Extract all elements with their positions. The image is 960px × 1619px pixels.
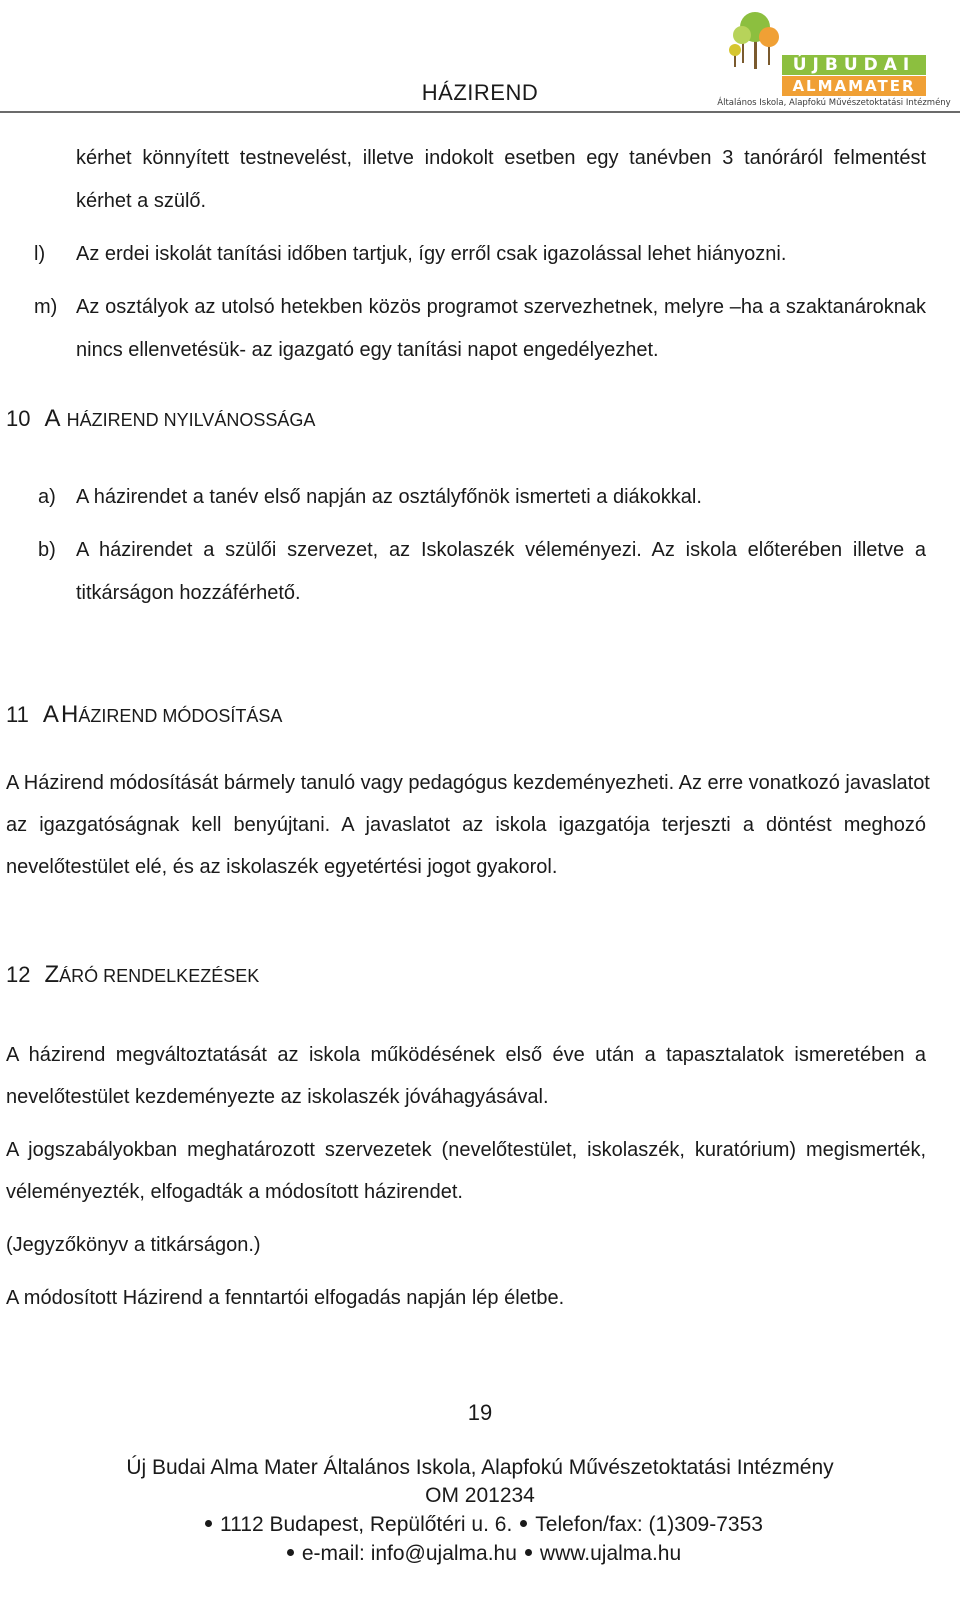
logo-subtitle: Általános Iskola, Alapfokú Művészetoktatási Intézmény [717,98,951,108]
list-marker: m) [34,296,58,318]
logo-text-top: ÚJBUDAI [792,55,916,75]
paragraph-line: nevelőtestület elé, és az iskolaszék egyetértési jogot gyakorol. [6,856,558,878]
paragraph-line: A házirend megváltoztatását az iskola működésének első éve után a tapasztalatok ismeretében a [6,1044,926,1066]
page-number: 19 [467,1400,493,1425]
list-item-continuation: nincs ellenvetésük- az igazgató egy tanítási napot engedélyezhet. [76,339,659,361]
list-item: A házirendet a tanév első napján az osztályfőnök ismerteti a diákokkal. [76,486,702,508]
paragraph-line: véleményezték, elfogadták a módosított házirendet. [6,1181,463,1203]
footer-contact-line [0,1510,960,1540]
list-item-continuation: titkárságon hozzáférhető. [76,582,301,604]
paragraph-line: nevelőtestület kezdeményezte az iskolaszék jóváhagyásával. [6,1086,549,1108]
section-title-cap: Z [44,961,60,988]
paragraph-line: A Házirend módosítását bármely tanuló vagy pedagógus kezdeményezheti. Az erre vonatkozó javaslatot [6,772,930,794]
section-title: ÁRÓ RENDELKEZÉSEK [59,966,260,986]
list-item: A házirendet a szülői szervezet, az Iskolaszék véleményezi. Az iskola előterében illetve a [76,539,926,561]
section-title: ÁZIREND MÓDOSÍTÁSA [78,706,283,726]
bullet-icon [205,1520,212,1527]
list-marker: l) [34,243,46,265]
bullet-icon [520,1520,527,1527]
section-12-heading [6,960,259,991]
header-rule [0,111,960,113]
footer-om-number: OM 201234 [425,1484,535,1507]
page-header-title: HÁZIREND [421,80,539,105]
section-number: 11 [6,702,29,727]
list-marker: a) [38,486,56,508]
section-10-heading [6,404,315,435]
section-title-initial: A [42,701,59,728]
footer-phone: Telefon/fax: (1)309-7353 [535,1513,763,1536]
section-number: 10 [6,406,31,431]
paragraph-line: (Jegyzőkönyv a titkárságon.) [6,1234,261,1256]
bullet-icon [287,1549,294,1556]
list-item: Az erdei iskolát tanítási időben tartjuk, így erről csak igazolással lehet hiányozni. [76,243,787,265]
footer-web-line [0,1539,960,1569]
continuation-line-2: kérhet a szülő. [76,190,207,212]
section-11-heading [6,700,282,731]
footer-email[interactable]: e-mail: info@ujalma.hu [301,1542,517,1565]
continuation-line-1: kérhet könnyített testnevelést, illetve indokolt esetben egy tanévben 3 tanóráról felmentést [76,147,926,169]
footer-institution: Új Budai Alma Mater Általános Iskola, Alapfokú Művészetoktatási Intézmény [126,1456,834,1479]
list-marker: b) [38,539,56,561]
bullet-icon [525,1549,532,1556]
school-logo [717,5,958,111]
paragraph-line: A jogszabályokban meghatározott szervezetek (nevelőtestület, iskolaszék, kuratórium) megismerték, [6,1139,926,1161]
section-title-cap: H [60,701,79,728]
footer-website[interactable]: www.ujalma.hu [539,1542,682,1565]
section-title: HÁZIREND NYILVÁNOSSÁGA [66,410,316,430]
paragraph-line: az igazgatóságnak kell benyújtani. A javaslatot az iskola igazgatója terjeszti a döntést meghozó [6,814,926,836]
footer-address: 1112 Budapest, Repülőtéri u. 6. [220,1513,513,1536]
list-item: Az osztályok az utolsó hetekben közös programot szervezhetnek, melyre –ha a szaktanároknak [76,296,926,318]
paragraph-line: A módosított Házirend a fenntartói elfogadás napján lép életbe. [6,1287,565,1309]
section-number: 12 [6,962,31,987]
logo-text-bottom: ALMAMATER [792,77,916,95]
section-title-initial: A [44,405,61,432]
